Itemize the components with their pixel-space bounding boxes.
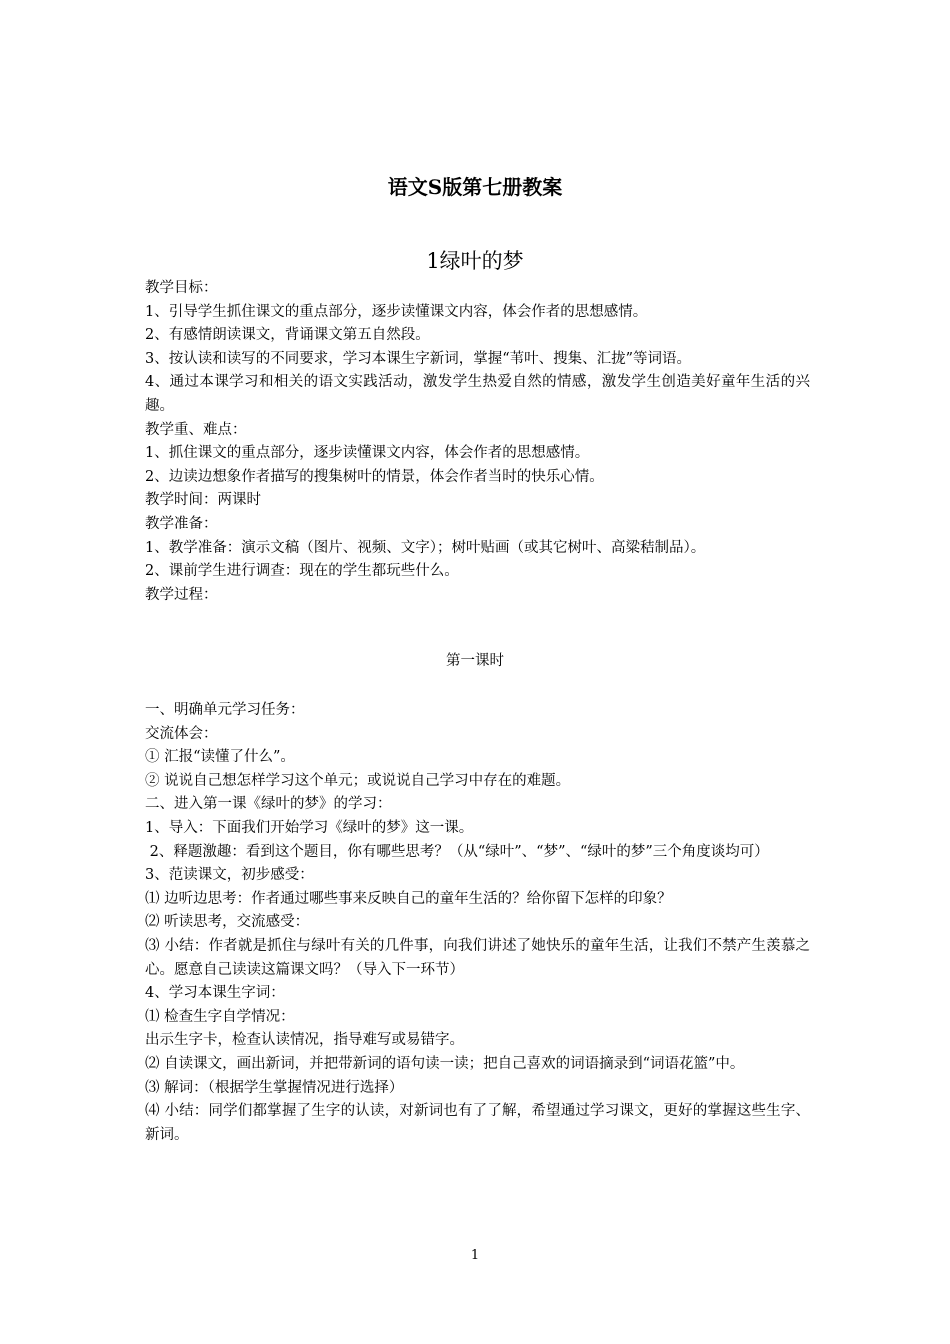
paragraph: 交流体会： [145,725,218,742]
first-period-section [145,699,810,1147]
paragraph: 二、进入第一课《绿叶的梦》的学习： [145,796,392,813]
paragraph: 3、按认读和读写的不同要求，学习本课生字新词，掌握“苇叶、搜集、汇拢”等词语。 [145,350,692,367]
paragraph: 2、边读边想象作者描写的搜集树叶的情景，体会作者当时的快乐心情。 [145,468,604,485]
paragraph: 2、释题激趣：看到这个题目，你有哪些思考？（从“绿叶”、“梦”、“绿叶的梦”三个角度谈均可） [145,843,769,860]
paragraph: 3、范读课文，初步感受： [145,867,314,884]
paragraph: ⑶ 解词：（根据学生掌握情况进行选择） [145,1079,404,1096]
paragraph: 一、明确单元学习任务： [145,702,305,718]
paragraph: 教学重、难点： [145,421,247,438]
paragraph: 4、通过本课学习和相关的语文实践活动，激发学生热爱自然的情感，激发学生创造美好童年生活的兴趣。 [145,374,810,414]
page-number: 1 [470,1248,480,1263]
lesson-title: 1绿叶的梦 [426,249,524,273]
paragraph: 1、抓住课文的重点部分，逐步读懂课文内容，体会作者的思想感情。 [145,445,590,462]
paragraph: ⑴ 边听边思考：作者通过哪些事来反映自己的童年生活的？给你留下怎样的印象？ [145,890,672,907]
paragraph: ⑴ 检查生字自学情况： [145,1008,295,1025]
paragraph: 出示生字卡，检查认读情况，指导难写或易错字。 [145,1032,464,1049]
paragraph: 2、有感情朗读课文，背诵课文第五自然段。 [145,327,430,344]
paragraph: 教学过程： [145,586,218,603]
paragraph: 教学时间：两课时 [145,492,261,509]
paragraph: ⑶ 小结：作者就是抓住与绿叶有关的几件事，向我们讲述了她快乐的童年生活，让我们不禁产生羡慕之心。愿意自己读读这篇课文吗？（导入下一环节） [145,937,810,978]
paragraph: ⑵ 听读思考，交流感受： [145,914,310,931]
paragraph: 1、引导学生抓住课文的重点部分，逐步读懂课文内容，体会作者的思想感情。 [145,303,648,320]
paragraph: 1、导入：下面我们开始学习《绿叶的梦》这一课。 [145,819,474,836]
period-subtitle: 第一课时 [446,653,504,669]
paragraph: ① 汇报“读懂了什么”。 [145,749,295,766]
paragraph: 4、学习本课生字词： [145,985,285,1002]
paragraph: 2、课前学生进行调查：现在的学生都玩些什么。 [145,563,459,580]
paragraph: ② 说说自己想怎样学习这个单元；或说说自己学习中存在的难题。 [145,772,571,789]
document-title: 语文S版第七册教案 [387,175,563,199]
teaching-plan-section [145,277,810,607]
paragraph: 教学准备： [145,515,218,532]
paragraph: ⑷ 小结：同学们都掌握了生字的认读，对新词也有了了解，希望通过学习课文，更好的掌握这些生字、新词。 [145,1103,810,1143]
paragraph: ⑵ 自读课文，画出新词，并把带新词的语句读一读；把自己喜欢的词语摘录到“词语花篮”中。 [145,1055,745,1072]
paragraph: 教学目标： [145,280,218,296]
paragraph: 1、教学准备：演示文稿（图片、视频、文字）；树叶贴画（或其它树叶、高粱秸制品）。 [145,539,706,556]
